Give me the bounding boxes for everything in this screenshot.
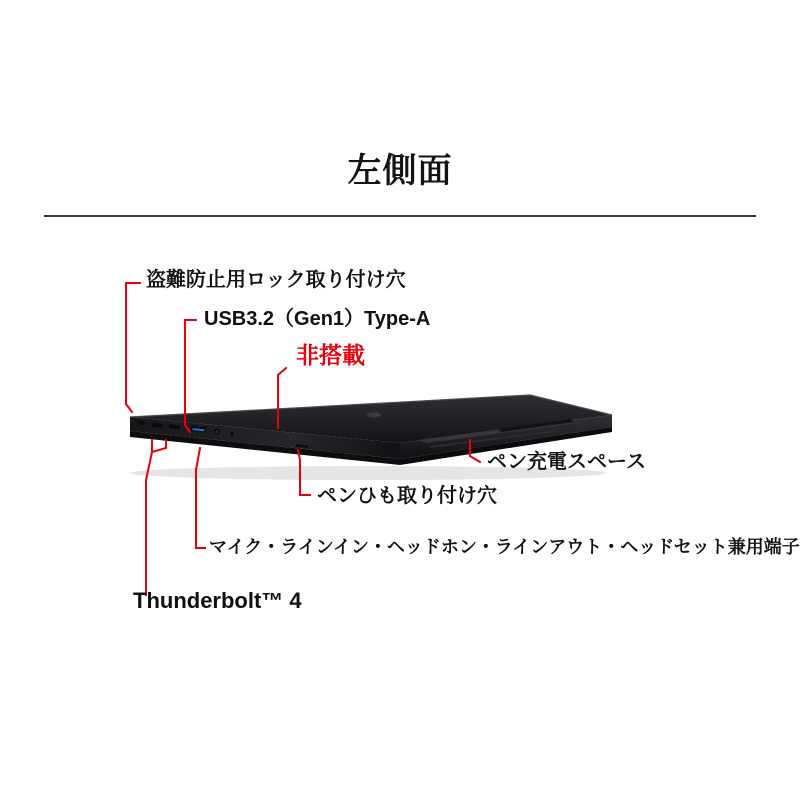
callout-label-audio-combo: マイク・ラインイン・ヘッドホン・ラインアウト・ヘッドセット兼用端子: [209, 537, 800, 557]
callout-label-lock-slot: 盗難防止用ロック取り付け穴: [146, 269, 406, 291]
laptop-illustration: [100, 385, 620, 495]
callout-label-pen-tether: ペンひも取り付け穴: [317, 485, 497, 507]
callout-label-thunderbolt: Thunderbolt™ 4: [133, 588, 302, 613]
callout-label-usb-a: USB3.2（Gen1）Type-A: [204, 308, 431, 330]
title-divider: [44, 215, 756, 217]
callout-label-not-equipped: 非搭載: [296, 342, 365, 368]
callout-label-pen-charge: ペン充電スペース: [487, 451, 646, 473]
page-title: 左側面: [347, 152, 453, 190]
